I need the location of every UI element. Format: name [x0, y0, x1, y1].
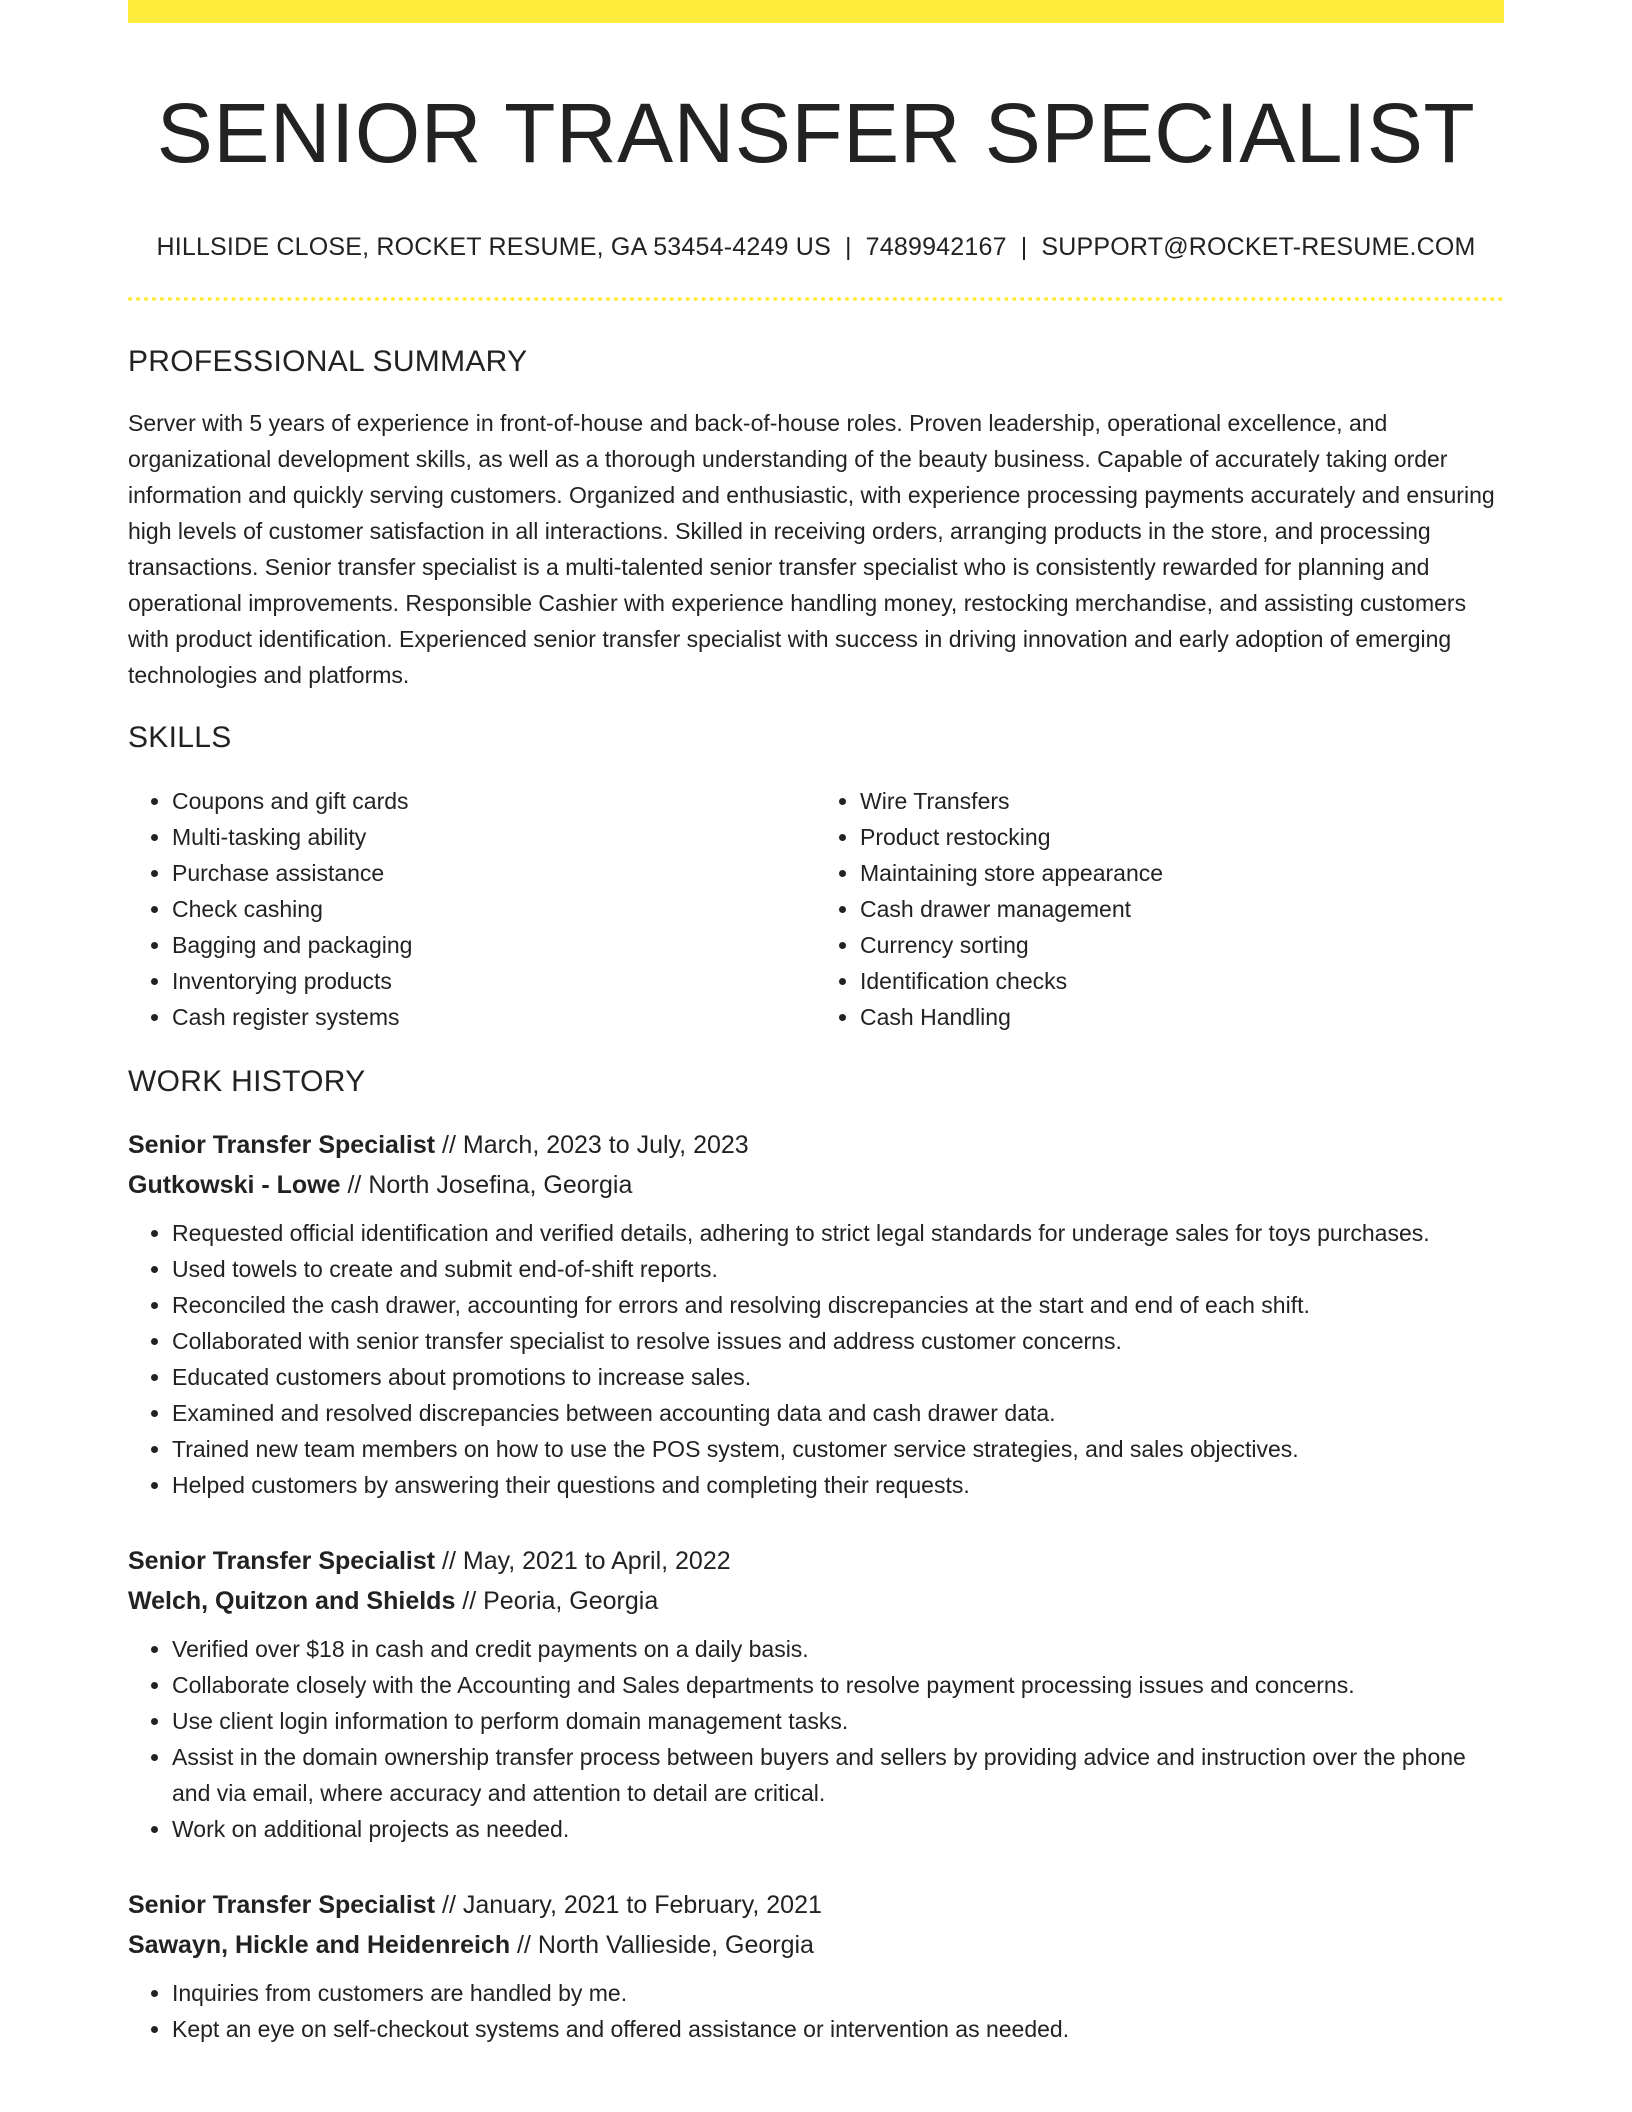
- job-location: // Peoria, Georgia: [462, 1587, 659, 1615]
- job-company-line: [128, 1581, 1504, 1621]
- dotted-divider: [128, 297, 1504, 301]
- job-bullets: [128, 1975, 1504, 2047]
- contact-address: HILLSIDE CLOSE, ROCKET RESUME, GA 53454-4249 US: [156, 233, 831, 261]
- job-bullet: • Inquiries from customers are handled by me.: [172, 1975, 1504, 2011]
- skill-item: • Cash drawer management: [860, 891, 1504, 927]
- job-dates: // January, 2021 to February, 2021: [442, 1891, 822, 1919]
- job-bullet: • Verified over $18 in cash and credit payments on a daily basis.: [172, 1631, 1504, 1667]
- skills-column-left: [128, 783, 816, 1035]
- skill-item: • Inventorying products: [172, 963, 816, 999]
- skill-item: • Maintaining store appearance: [860, 855, 1504, 891]
- summary-heading: PROFESSIONAL SUMMARY: [128, 345, 528, 378]
- contact-line: [128, 231, 1504, 263]
- job-title-line: [128, 1541, 1504, 1581]
- job-bullet: • Used towels to create and submit end-of-shift reports.: [172, 1251, 1504, 1287]
- job-bullet: • Assist in the domain ownership transfer process between buyers and sellers by providing advice and instruction over the phone and via email, where accuracy and attention to detail are critical.: [172, 1739, 1504, 1811]
- top-accent-bar: [128, 0, 1504, 23]
- job-company: Gutkowski - Lowe: [128, 1171, 341, 1199]
- job-bullets: [128, 1215, 1504, 1503]
- job-company: Sawayn, Hickle and Heidenreich: [128, 1931, 511, 1959]
- skill-item: • Cash Handling: [860, 999, 1504, 1035]
- skill-item: • Check cashing: [172, 891, 816, 927]
- job-title: Senior Transfer Specialist: [128, 1891, 436, 1919]
- job-bullet: • Collaborated with senior transfer specialist to resolve issues and address customer concerns.: [172, 1323, 1504, 1359]
- job-dates: // May, 2021 to April, 2022: [442, 1547, 731, 1575]
- job-title: Senior Transfer Specialist: [128, 1131, 436, 1159]
- contact-separator: |: [1020, 233, 1028, 261]
- resume-page: [128, 0, 1504, 2047]
- job-bullet: • Reconciled the cash drawer, accounting for errors and resolving discrepancies at the start and end of each shift.: [172, 1287, 1504, 1323]
- job-company: Welch, Quitzon and Shields: [128, 1587, 456, 1615]
- work-history-heading: WORK HISTORY: [128, 1065, 366, 1098]
- job-bullet: • Collaborate closely with the Accounting and Sales departments to resolve payment processing issues and concerns.: [172, 1667, 1504, 1703]
- job-bullet: • Educated customers about promotions to increase sales.: [172, 1359, 1504, 1395]
- job-entry: [128, 1541, 1504, 1847]
- skill-item: • Purchase assistance: [172, 855, 816, 891]
- job-bullet: • Work on additional projects as needed.: [172, 1811, 1504, 1847]
- job-bullet: • Kept an eye on self-checkout systems and offered assistance or intervention as needed.: [172, 2011, 1504, 2047]
- skill-item: • Currency sorting: [860, 927, 1504, 963]
- job-dates: // March, 2023 to July, 2023: [442, 1131, 749, 1159]
- summary-text: Server with 5 years of experience in front-of-house and back-of-house roles. Proven leadership, operational excellence, and organizational development skills, as well as a thorough understanding of the beauty business. Capable of accurately taking order information and quickly serving customers. Organized and enthusiastic, with experience processing payments accurately and ensuring high levels of customer satisfaction in all interactions. Skilled in receiving orders, arranging products in the store, and processing transactions. Senior transfer specialist is a multi-talented senior transfer specialist who is consistently rewarded for planning and operational improvements. Responsible Cashier with experience handling money, restocking merchandise, and assisting customers with product identification. Experienced senior transfer specialist with success in driving innovation and early adoption of emerging technologies and platforms.: [128, 410, 1495, 688]
- job-location: // North Vallieside, Georgia: [517, 1931, 814, 1959]
- skill-item: • Identification checks: [860, 963, 1504, 999]
- job-company-line: [128, 1165, 1504, 1205]
- resume-title: SENIOR TRANSFER SPECIALIST: [156, 86, 1476, 180]
- skill-item: • Coupons and gift cards: [172, 783, 816, 819]
- job-entry: [128, 1885, 1504, 2047]
- job-title-line: [128, 1885, 1504, 1925]
- job-bullet: • Trained new team members on how to use the POS system, customer service strategies, and sales objectives.: [172, 1431, 1504, 1467]
- skill-item: • Wire Transfers: [860, 783, 1504, 819]
- job-entry: [128, 1125, 1504, 1503]
- skill-item: • Multi-tasking ability: [172, 819, 816, 855]
- contact-phone: 7489942167: [865, 233, 1007, 261]
- skills-list: [128, 783, 1504, 1035]
- skill-item: • Bagging and packaging: [172, 927, 816, 963]
- skills-heading: SKILLS: [128, 721, 232, 754]
- skill-item: • Cash register systems: [172, 999, 816, 1035]
- job-bullet: • Use client login information to perform domain management tasks.: [172, 1703, 1504, 1739]
- job-bullet: • Helped customers by answering their questions and completing their requests.: [172, 1467, 1504, 1503]
- skill-item: • Product restocking: [860, 819, 1504, 855]
- contact-separator: |: [844, 233, 852, 261]
- contact-email: SUPPORT@ROCKET-RESUME.COM: [1041, 233, 1476, 261]
- skills-column-right: [816, 783, 1504, 1035]
- job-location: // North Josefina, Georgia: [347, 1171, 633, 1199]
- job-title: Senior Transfer Specialist: [128, 1547, 436, 1575]
- job-company-line: [128, 1925, 1504, 1965]
- job-bullet: • Requested official identification and verified details, adhering to strict legal standards for underage sales for toys purchases.: [172, 1215, 1504, 1251]
- job-title-line: [128, 1125, 1504, 1165]
- job-bullets: [128, 1631, 1504, 1847]
- job-bullet: • Examined and resolved discrepancies between accounting data and cash drawer data.: [172, 1395, 1504, 1431]
